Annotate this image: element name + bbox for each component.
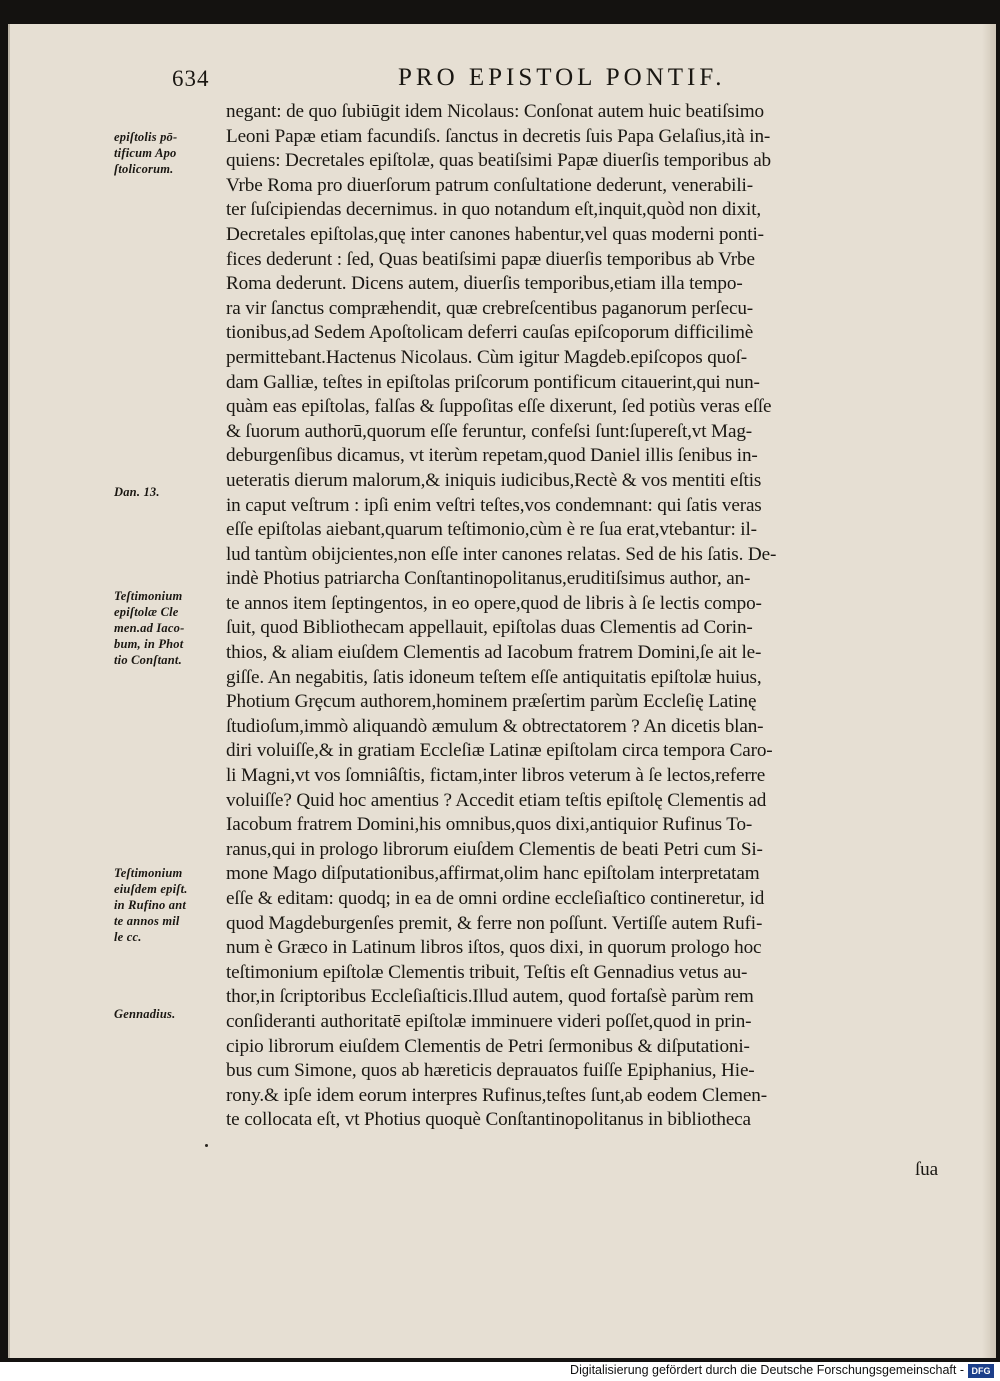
text-line: in caput veſtrum : ipſi enim veſtri teſtes,vos condemnant: qui ſatis veras bbox=[226, 494, 762, 516]
text-line: thios, & aliam eiuſdem Clementis ad Iacobum fratrem Domini,ſe ait le- bbox=[226, 642, 762, 664]
page-gutter-shadow bbox=[982, 24, 996, 1358]
ink-speck bbox=[205, 1144, 208, 1147]
text-line: te annos item ſeptingentos, in eo opere,quod de libris à ſe lectis compo- bbox=[226, 592, 762, 614]
text-line: dam Galliæ, teſtes in epiſtolas priſcorum pontificum citauerint,qui nun- bbox=[226, 371, 760, 393]
text-line bbox=[226, 1133, 948, 1158]
digitization-footer bbox=[0, 1362, 1000, 1381]
text-line: Vrbe Roma pro diuerſorum patrum conſultatione dederunt, venerabili- bbox=[226, 174, 753, 196]
text-line: ſuit, quod Bibliothecam appellauit, epiſtolas duas Clementis ad Corin- bbox=[226, 617, 753, 639]
text-line: ſtudioſum,immò aliquandò æmulum & obtrectatorem ? An dicetis blan- bbox=[226, 715, 764, 737]
text-line: quod Magdeburgenſes premit, & ferre non poſſunt. Vertiſſe autem Rufi- bbox=[226, 912, 763, 934]
text-line: ra vir ſanctus compræhendit, quæ crebreſcentibus paganorum perſecu- bbox=[226, 297, 754, 319]
text-line: bus cum Simone, quos ab hæreticis deprauatos fuiſſe Epiphanius, Hie- bbox=[226, 1060, 755, 1082]
margin-note: Dan. 13. bbox=[114, 485, 160, 499]
funding-credit: Digitalisierung gefördert durch die Deutsche Forschungsgemeinschaft - bbox=[570, 1363, 964, 1377]
margin-note: Gennadius. bbox=[114, 1007, 176, 1021]
text-line: ueteratis dierum malorum,& iniquis iudicibus,Rectè & vos mentiti eſtis bbox=[226, 469, 762, 491]
text-line: conſideranti authoritatē epiſtolæ imminuere videri poſſet,quod in prin- bbox=[226, 1010, 752, 1032]
text-line: voluiſſe? Quid hoc amentius ? Accedit etiam teſtis epiſtolę Clementis ad bbox=[226, 789, 767, 811]
text-line: thor,in ſcriptoribus Eccleſiaſticis.Illud autem, quod fortaſsè parùm rem bbox=[226, 986, 754, 1008]
text-line: & ſuorum authorū,quorum eſſe feruntur, confeſsi ſunt:ſupereſt,vt Mag- bbox=[226, 420, 753, 442]
text-line: Decretales epiſtolas,quę inter canones habentur,vel quas moderni ponti- bbox=[226, 223, 764, 245]
text-line: cipio librorum eiuſdem Clementis de Petri ſermonibus & diſputationi- bbox=[226, 1035, 750, 1057]
dfg-logo-icon: DFG bbox=[968, 1364, 994, 1378]
text-line: te collocata eſt, vt Photius quoquè Conſtantinopolitanus in bibliotheca bbox=[226, 1109, 751, 1131]
text-line: ter ſuſcipiendas decernimus. in quo notandum eſt,inquit,quòd non dixit, bbox=[226, 199, 762, 221]
text-line: quiens: Decretales epiſtolæ, quas beatiſsimi Papæ diuerſis temporibus ab bbox=[226, 150, 772, 172]
text-line: num è Græco in Latinum libros iſtos, quos dixi, in quorum prologo hoc bbox=[226, 937, 762, 959]
text-line: mone Mago diſputationibus,affirmat,olim hanc epiſtolam interpretatam bbox=[226, 863, 760, 885]
text-line: li Magni,vt vos ſomniâſtis, fictam,inter libros veterum à ſe lectos,referre bbox=[226, 765, 766, 787]
text-line: diri voluiſſe,& in gratiam Eccleſiæ Latinæ epiſtolam circa tempora Caro- bbox=[226, 740, 773, 762]
margin-note: Teſtimonium eiuſdem epiſt. in Rufino ant te annos mil le cc. bbox=[114, 866, 188, 944]
text-line: Iacobum fratrem Domini,his omnibus,quos dixi,antiquior Rufinus To- bbox=[226, 814, 753, 836]
text-line: teſtimonium epiſtolæ Clementis tribuit, Teſtis eſt Gennadius vetus au- bbox=[226, 961, 748, 983]
text-line: Photium Grȩcum authorem,hominem præſertim parùm Eccleſię Latinę bbox=[226, 691, 757, 713]
text-line: ranus,qui in prologo librorum eiuſdem Clementis de beati Petri cum Si- bbox=[226, 838, 763, 860]
text-line: lud tantùm obijcientes,non eſſe inter canones relatas. Sed de his ſatis. De- bbox=[226, 543, 777, 565]
text-line: Roma dederunt. Dicens autem, diuerſis temporibus,etiam illa tempo- bbox=[226, 273, 743, 295]
text-line: eſſe & editam: quodq; in ea de omni ordine eccleſiaſtico contineretur, id bbox=[226, 888, 765, 909]
text-line: quàm eas epiſtolas, falſas & ſuppoſitas eſſe dixerunt, ſed potiùs veras eſſe bbox=[226, 396, 772, 418]
page-number: 634 bbox=[172, 66, 210, 91]
margin-note: epiſtolis pō- tificum Apo ſtolicorum. bbox=[114, 130, 178, 176]
main-text-block bbox=[226, 100, 948, 1182]
running-head: PRO EPISTOL PONTIF. bbox=[398, 64, 726, 91]
text-line: Leoni Papæ etiam facundiſs. ſanctus in decretis ſuis Papa Gelaſius,ità in- bbox=[226, 125, 771, 147]
page-header bbox=[172, 64, 932, 100]
text-line: negant: de quo ſubiūgit idem Nicolaus: Conſonat autem huic beatiſsimo bbox=[226, 101, 764, 122]
text-line: permittebant.Hactenus Nicolaus. Cùm igitur Magdeb.epiſcopos quoſ- bbox=[226, 346, 747, 368]
margin-note: Teſtimonium epiſtolæ Cle men.ad Iaco- bum, in Phot tio Conſtant. bbox=[114, 589, 185, 667]
text-line: eſſe epiſtolas aiebant,quarum teſtimonio,cùm è re ſua erat,vtebantur: il- bbox=[226, 519, 757, 541]
text-line: fices dederunt : ſed, Quas beatiſsimi papæ diuerſis temporibus ab Vrbe bbox=[226, 248, 755, 270]
text-line: deburgenſibus dicamus, vt iterùm repetam,quod Daniel illis ſenibus in- bbox=[226, 445, 758, 467]
catchword: ſua bbox=[915, 1158, 938, 1180]
text-line: rony.& ipſe idem eorum interpres Rufinus,teſtes ſunt,ab eodem Clemen- bbox=[226, 1084, 767, 1106]
text-line: tionibus,ad Sedem Apoſtolicam deferri cauſas epiſcoporum difficilimè bbox=[226, 322, 754, 344]
text-line: giſſe. An negabitis, ſatis idoneum teſtem eſſe antiquitatis epiſtolæ huius, bbox=[226, 666, 762, 688]
text-line: indè Photius patriarcha Conſtantinopolitanus,eruditiſsimus author, an- bbox=[226, 568, 751, 590]
